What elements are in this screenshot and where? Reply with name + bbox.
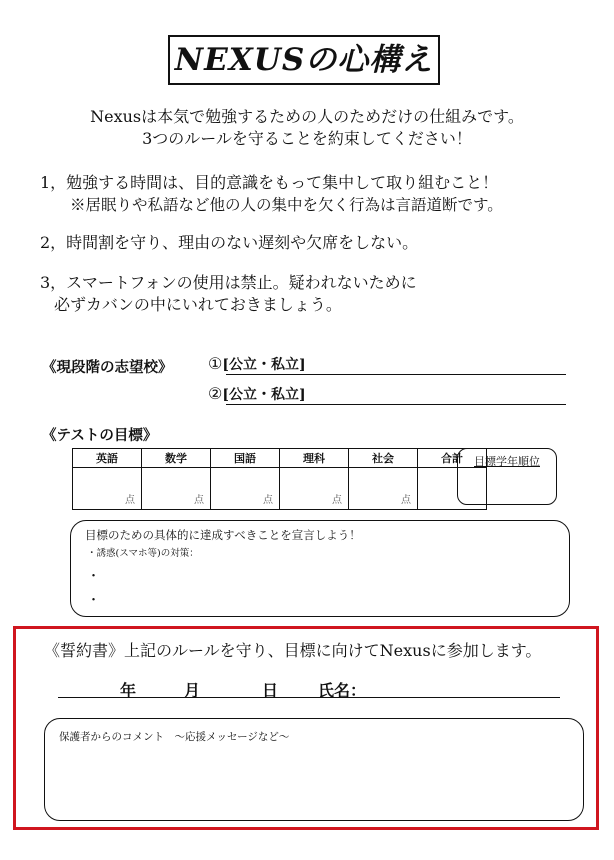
day-label: 日 [262,681,279,700]
score-cell-social[interactable]: 点 [349,468,418,510]
col-japanese: 国語 [211,449,280,468]
score-cell-japanese[interactable]: 点 [211,468,280,510]
name-label: 氏名： [318,681,367,700]
goal-bullet-1: ・ [87,569,101,584]
month-label: 月 [184,681,201,700]
pledge-text: 《誓約書》上記のルールを守り、目標に向けてNexusに参加します。 [44,641,542,660]
choice-1-label: [公立・私立] [222,357,306,373]
choice-2-underline [226,404,566,405]
choice-1-number: ① [208,354,223,373]
intro-line-1: Nexusは本気で勉強するための人のためだけの仕組みです。 [90,107,524,126]
parent-comment-box[interactable] [44,718,584,821]
school-choice-1[interactable] [208,354,306,374]
score-cell-science[interactable]: 点 [280,468,349,510]
title-box [168,35,440,85]
rule-2: 2，時間割を守り、理由のない遅刻や欠席をしない。 [40,233,419,252]
score-table [72,448,487,510]
col-science: 理科 [280,449,349,468]
col-english: 英語 [73,449,142,468]
rule-1: 1，勉強する時間は、目的意識をもって集中して取り組むこと！ [40,173,499,192]
goal-heading: 目標のための具体的に達成すべきことを宣言しよう！ [85,528,361,542]
goal-box[interactable] [70,520,570,617]
parent-comment-label: 保護者からのコメント ～応援メッセージなど～ [59,731,290,743]
test-heading: 《テストの目標》 [42,427,158,444]
rule-3: 3，スマートフォンの使用は禁止。疑われないために [40,273,417,292]
year-label: 年 [120,681,137,700]
rank-box[interactable] [457,448,557,505]
goal-temptation: ・誘惑(スマホ等)の対策： [87,548,199,559]
choice-2-label: [公立・私立] [222,387,306,403]
goal-bullet-2: ・ [87,593,101,608]
rank-label: 目標学年順位 [474,455,540,468]
signature-line[interactable] [58,697,560,698]
score-cell-math[interactable]: 点 [142,468,211,510]
col-social: 社会 [349,449,418,468]
score-cell-english[interactable]: 点 [73,468,142,510]
rule-1-note: ※居眠りや私語など他の人の集中を欠く行為は言語道断です。 [70,196,503,214]
choice-2-number: ② [208,384,223,403]
col-math: 数学 [142,449,211,468]
col-total: 合計 [418,449,487,468]
choice-1-underline [226,374,566,375]
school-heading: 《現段階の志望校》 [42,359,173,376]
intro-line-2: 3つのルールを守ることを約束してください！ [142,129,472,148]
rule-3-note: 必ずカバンの中にいれておきましょう。 [54,295,342,314]
school-choice-2[interactable] [208,384,306,404]
page-title: NEXUSの心構え [174,42,434,78]
